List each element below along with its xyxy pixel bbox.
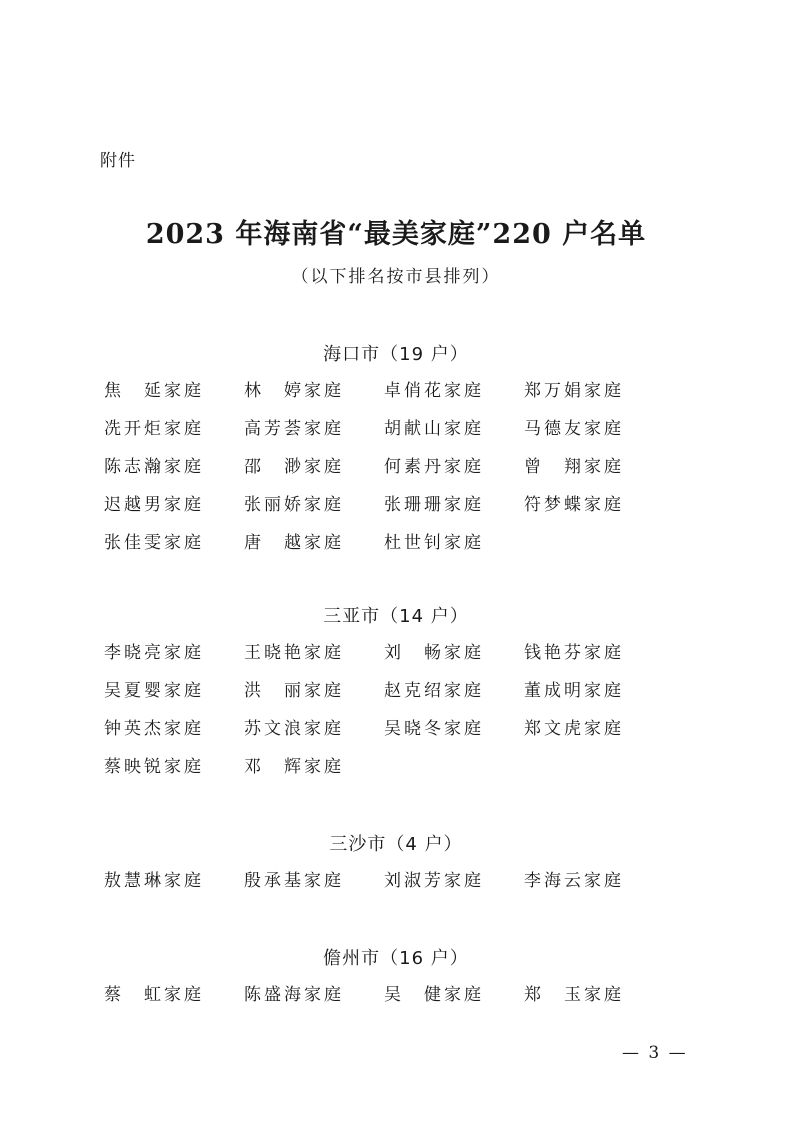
family-name: 蔡映锐家庭 [104, 757, 204, 777]
family-name: 殷承基家庭 [244, 871, 344, 891]
section-haikou [0, 338, 792, 562]
family-name: 林 婷家庭 [244, 381, 344, 401]
family-name: 陈志瀚家庭 [104, 457, 204, 477]
family-name: 钱艳芬家庭 [524, 643, 624, 663]
family-name: 迟越男家庭 [104, 495, 204, 515]
family-name: 钟英杰家庭 [104, 719, 204, 739]
name-grid [104, 372, 792, 562]
name-grid [104, 862, 792, 900]
family-name: 曾 翔家庭 [524, 457, 624, 477]
section-sansha [0, 828, 792, 900]
name-grid [104, 976, 792, 1014]
family-name: 胡献山家庭 [384, 419, 484, 439]
family-name: 吴夏婴家庭 [104, 681, 204, 701]
family-name: 冼开炬家庭 [104, 419, 204, 439]
family-name: 张珊珊家庭 [384, 495, 484, 515]
family-name: 郑文虎家庭 [524, 719, 624, 739]
family-name: 卓俏花家庭 [384, 381, 484, 401]
family-name: 赵克绍家庭 [384, 681, 484, 701]
family-name: 蔡 虹家庭 [104, 985, 204, 1005]
family-name: 焦 延家庭 [104, 381, 204, 401]
family-name: 唐 越家庭 [244, 533, 344, 553]
family-name: 王晓艳家庭 [244, 643, 344, 663]
city-heading: 三沙市（4 户） [329, 834, 463, 855]
family-name: 李晓亮家庭 [104, 643, 204, 663]
family-name: 吴晓冬家庭 [384, 719, 484, 739]
family-name: 郑万娟家庭 [524, 381, 624, 401]
family-name: 张丽娇家庭 [244, 495, 344, 515]
attachment-label: 附件 [100, 151, 136, 171]
family-name: 刘 畅家庭 [384, 643, 484, 663]
city-heading: 儋州市（16 户） [323, 948, 469, 969]
family-name: 董成明家庭 [524, 681, 624, 701]
family-name: 吴 健家庭 [384, 985, 484, 1005]
city-heading: 三亚市（14 户） [323, 606, 469, 627]
family-name: 邓 辉家庭 [244, 757, 344, 777]
family-name: 李海云家庭 [524, 871, 624, 891]
family-name: 张佳雯家庭 [104, 533, 204, 553]
family-name: 郑 玉家庭 [524, 985, 624, 1005]
document-subtitle: （以下排名按市县排列） [291, 267, 501, 287]
family-name: 高芳荟家庭 [244, 419, 344, 439]
section-sanya [0, 600, 792, 786]
family-name: 刘淑芳家庭 [384, 871, 484, 891]
name-grid [104, 634, 792, 786]
family-name: 何素丹家庭 [384, 457, 484, 477]
family-name: 邵 渺家庭 [244, 457, 344, 477]
family-name: 符梦蝶家庭 [524, 495, 624, 515]
city-heading: 海口市（19 户） [323, 344, 469, 365]
family-name: 陈盛海家庭 [244, 985, 344, 1005]
family-name: 洪 丽家庭 [244, 681, 344, 701]
document-title: 2023 年海南省“最美家庭”220 户名单 [145, 219, 647, 250]
family-name: 敖慧琳家庭 [104, 871, 204, 891]
section-danzhou [0, 942, 792, 1014]
family-name: 苏文浪家庭 [244, 719, 344, 739]
family-name: 杜世钊家庭 [384, 533, 484, 553]
page-number: — 3 — [622, 1043, 688, 1063]
family-name: 马德友家庭 [524, 419, 624, 439]
